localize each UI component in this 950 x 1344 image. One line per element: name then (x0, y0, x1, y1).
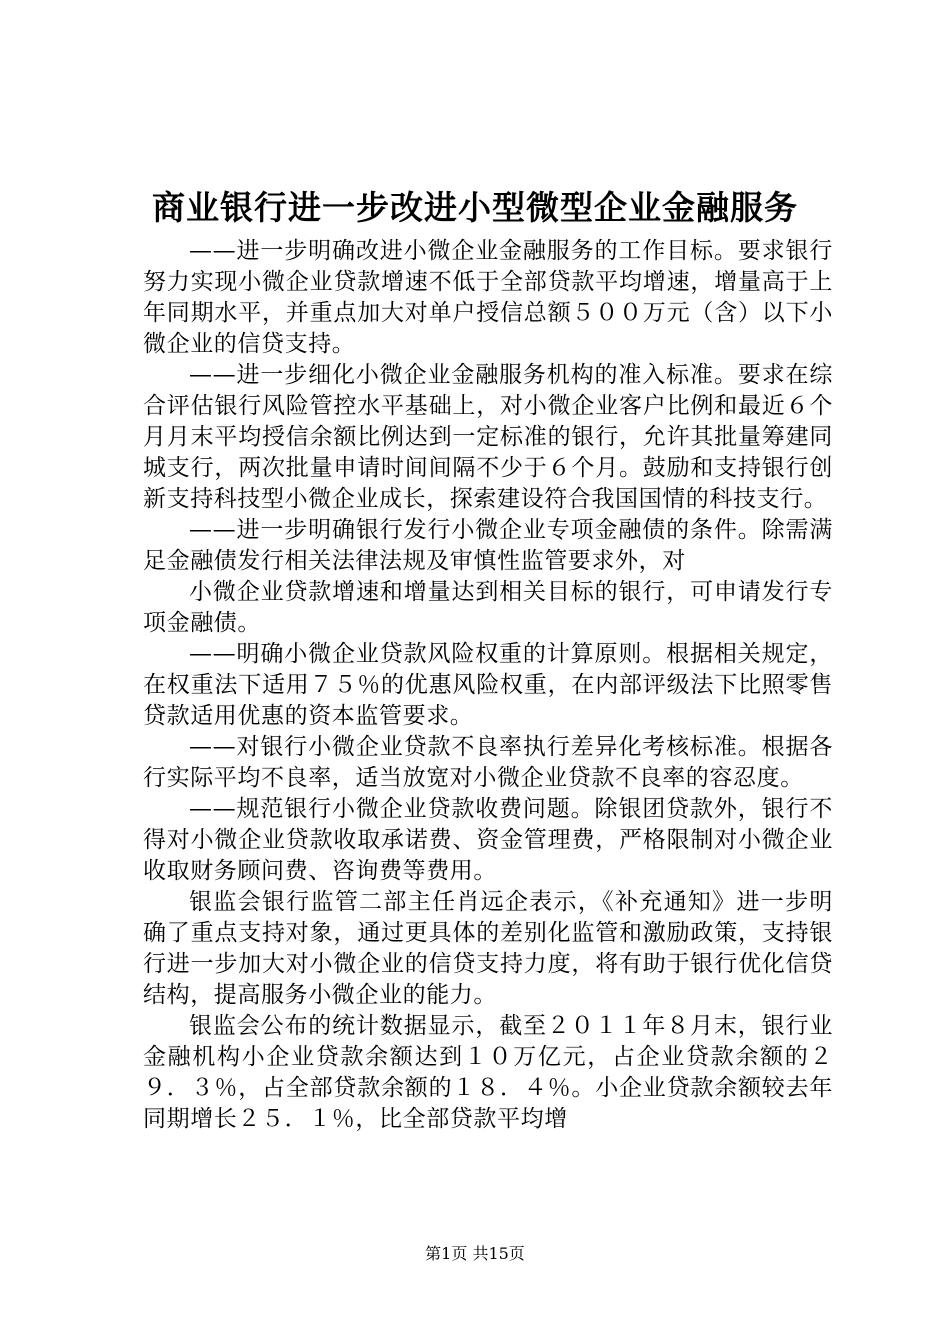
paragraph-9: 银监会公布的统计数据显示，截至２０１１年８月末，银行业金融机构小企业贷款余额达到１０万亿元，占企业贷款余额的２９．３％，占全部贷款余额的１８．４％。小企业贷款余额较去年同期增长２５．１％，比全部贷款平均增 (143, 1013, 833, 1132)
page-footer: 第1页 共15页 (425, 1244, 525, 1263)
paragraph-7: ——规范银行小微企业贷款收费问题。除银团贷款外，银行不得对小微企业贷款收取承诺费、资金管理费，严格限制对小微企业收取财务顾问费、咨询费等费用。 (143, 796, 833, 884)
paragraph-4: 小微企业贷款增速和增量达到相关目标的银行，可申请发行专项金融债。 (143, 579, 833, 636)
paragraph-8: 银监会银行监管二部主任肖远企表示，《补充通知》进一步明确了重点支持对象，通过更具体的差别化监管和激励政策，支持银行进一步加大对小微企业的信贷支持力度，将有助于银行优化信贷结构，提高服务小微企业的能力。 (143, 889, 833, 1008)
paragraph-2: ——进一步细化小微企业金融服务机构的准入标准。要求在综合评估银行风险管控水平基础上，对小微企业客户比例和最近６个月月末平均授信余额比例达到一定标准的银行，允许其批量筹建同城支行，两次批量申请时间间隔不少于６个月。鼓励和支持银行创新支持科技型小微企业成长，探索建设符合我国国情的科技支行。 (143, 362, 833, 512)
paragraph-1: ——进一步明确改进小微企业金融服务的工作目标。要求银行努力实现小微企业贷款增速不低于全部贷款平均增速，增量高于上年同期水平，并重点加大对单户授信总额５００万元（含）以下小微企业的信贷支持。 (143, 238, 833, 357)
paragraph-3: ——进一步明确银行发行小微企业专项金融债的条件。除需满足金融债发行相关法律法规及审慎性监管要求外，对 (143, 517, 833, 574)
paragraph-5: ——明确小微企业贷款风险权重的计算原则。根据相关规定，在权重法下适用７５％的优惠风险权重，在内部评级法下比照零售贷款适用优惠的资本监管要求。 (143, 641, 833, 729)
paragraph-6: ——对银行小微企业贷款不良率执行差异化考核标准。根据各行实际平均不良率，适当放宽对小微企业贷款不良率的容忍度。 (143, 734, 833, 791)
document-title: 商业银行进一步改进小型微型企业金融服务 (152, 188, 798, 227)
document-body (143, 236, 833, 1135)
